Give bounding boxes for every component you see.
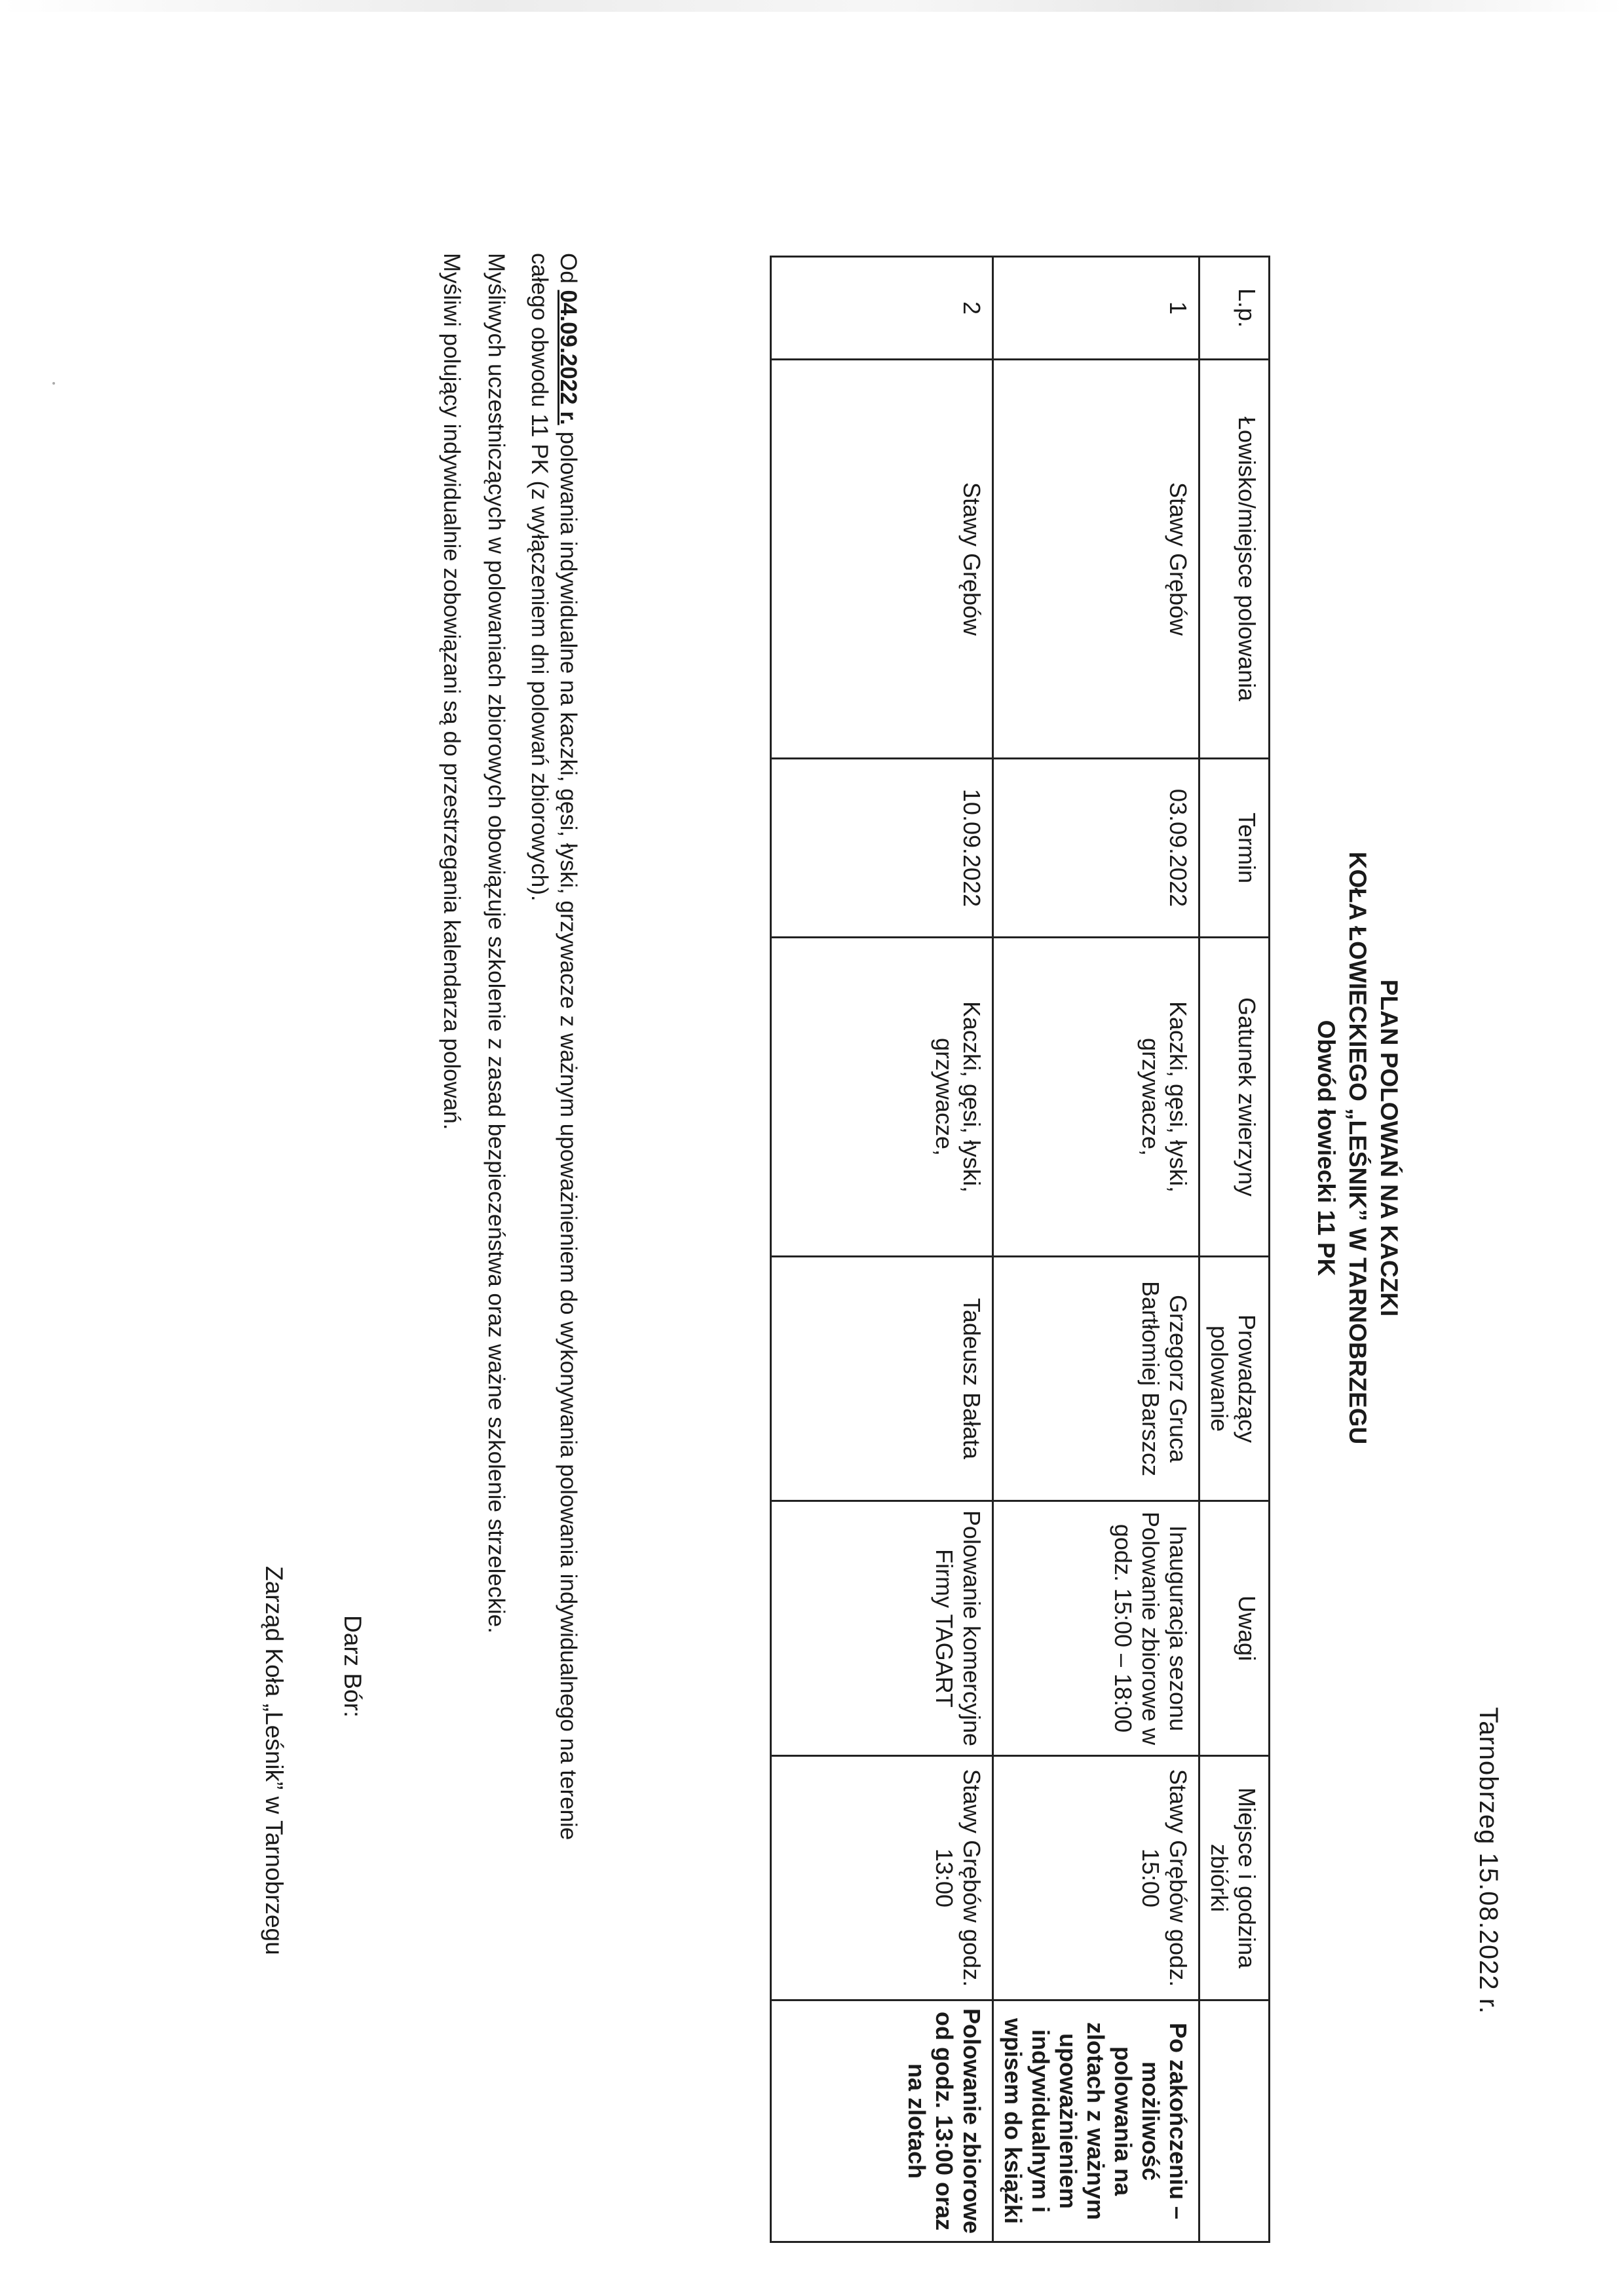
cell-meeting: Stawy Grębów godz. 15:00 [993,1756,1199,2000]
cell-species: Kaczki, gęsi, łyski, grzywacze, [771,938,993,1257]
header-extra [1199,2000,1270,2242]
header-meeting: Miejsce i godzina zbiórki [1199,1756,1270,2000]
cell-leader: Grzegorz Gruca Bartłomiej Barszcz [993,1257,1199,1501]
header-leader: Prowadzący polowanie [1199,1257,1270,1501]
cell-date: 10.09.2022 [771,759,993,938]
signature-greeting: Darz Bór: [339,1615,366,1718]
note-safety-training: Myśliwych uczestniczących w polowaniach zbiorowych obowiązuje szkolenie z zasad bezpieczeństwa oraz ważne szkolenie strzeleckie. [483,253,509,1634]
header-notes: Uwagi [1199,1501,1270,1756]
note-line-1-text: polowania indywidualne na kaczki, gęsi, łyski, grzywacze z ważnym upoważnieniem do wykonywania polowania indywidualnego na terenie [556,431,581,1841]
cell-lp: 2 [771,257,993,360]
document-title-block [1310,0,1405,2296]
table-header-row [1199,257,1270,2242]
header-lp: L.p. [1199,257,1270,360]
cell-date: 03.09.2022 [993,759,1199,938]
cell-leader: Tadeusz Bałata [771,1257,993,1501]
header-place: Łowisko/miejsce polowania [1199,360,1270,759]
note-line-1 [554,253,582,1840]
title-line-1: PLAN POLOWAŃ NA KACZKI [1376,979,1403,1317]
cell-notes: Polowanie komercyjne Firmy TAGART [771,1501,993,1756]
cell-lp: 1 [993,257,1199,360]
document-date: Tarnobrzeg 15.08.2022 r. [1474,1707,1503,2014]
cell-place: Stawy Grębów [993,360,1199,759]
table-row [993,257,1199,2242]
table-row [771,257,993,2242]
note-calendar: Myśliwi polujący indywidualnie zobowiązani są do przestrzegania kalendarza polowań. [439,253,464,1130]
note-prefix: Od [556,253,581,284]
cell-place: Stawy Grębów [771,360,993,759]
cell-meeting: Stawy Grębów godz. 13:00 [771,1756,993,2000]
header-species: Gatunek zwierzyny [1199,938,1270,1257]
note-line-2: całego obwodu 11 PK (z wyłączeniem dni polowań zbiorowych). [527,253,552,902]
signature-board: Zarząd Koła „Leśnik” w Tarnobrzegu [261,1566,288,1955]
header-date: Termin [1199,759,1270,938]
hunting-plan-table [770,256,1270,2243]
cell-extra: Polowanie zbiorowe od godz. 13:00 oraz na zlotach [771,2000,993,2242]
cell-species: Kaczki, gęsi, łyski, grzywacze, [993,938,1199,1257]
cell-notes: Inauguracja sezonu Polowanie zbiorowe w godz. 15:00 – 18:00 [993,1501,1199,1756]
title-line-3: Obwód łowiecki 11 PK [1313,1020,1340,1276]
note-individual-hunting [525,253,582,1840]
cell-extra: Po zakończeniu – możliwość polowania na zlotach z ważnym upoważnieniem indywidualnym i wpisem do książki [993,2000,1199,2242]
title-line-2: KOŁA ŁOWIECKIEGO „LEŚNIK” W TARNOBRZEGU [1344,851,1371,1445]
note-start-date: 04.09.2022 r. [556,290,581,425]
